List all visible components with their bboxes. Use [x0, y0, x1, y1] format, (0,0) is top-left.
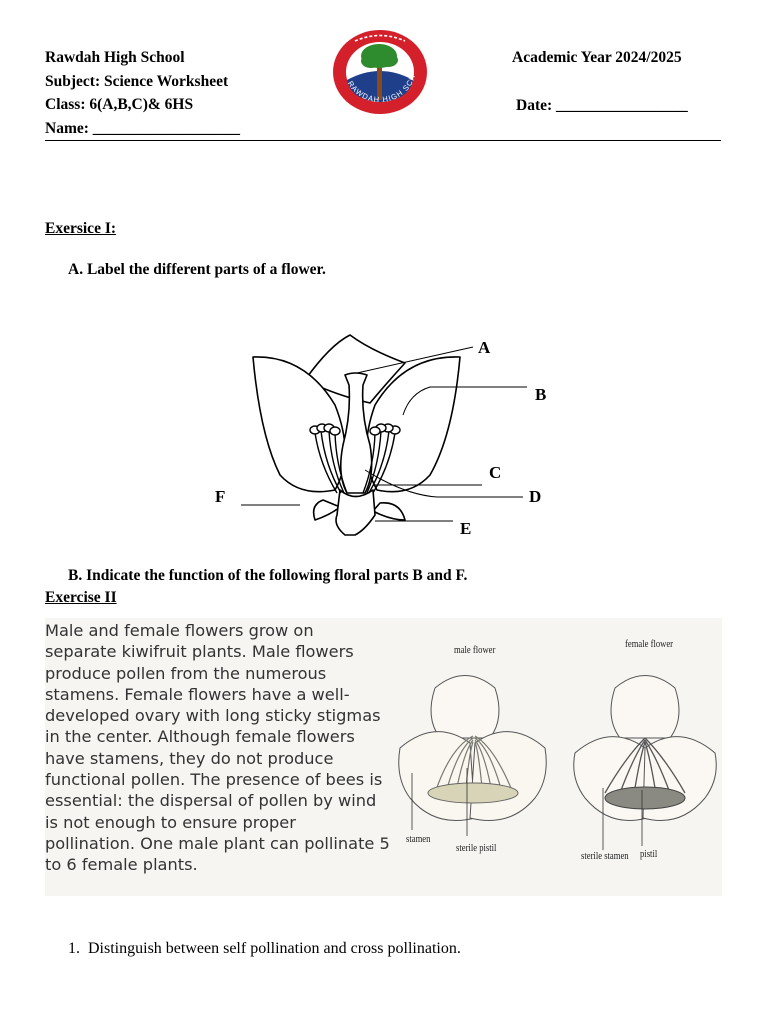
logo-text: RAWDAH HIGH SCH — [345, 72, 418, 105]
question-item — [68, 940, 461, 958]
label-c: C — [489, 463, 502, 482]
label-f: F — [215, 487, 226, 506]
sterile-stamen-label: sterile stamen — [581, 851, 629, 862]
label-b: B — [535, 385, 547, 404]
sterile-pistil-label: sterile pistil — [456, 843, 497, 854]
header-divider — [45, 140, 721, 141]
exercise1-title: Exersice I: — [45, 220, 117, 237]
academic-year: Academic Year 2024/2025 — [512, 49, 682, 66]
text-panel — [45, 618, 395, 896]
exercise2-paragraph: Male and female flowers grow on separate kiwifruit plants. Male flowers produce pollen from the numerous stamens. Female flowers have a well-developed ovary with long sticky stigmas in the center. Although female flowers have stamens, they do not produce functional pollen. The presence of bees is essential: the dispersal of pollen by wind is not enough to ensure proper pollination. One male plant can pollinate 5 to 6 female plants. — [45, 621, 390, 875]
header-left — [45, 46, 240, 140]
exercise1-part-a: A. Label the different parts of a flower. — [68, 261, 326, 278]
name-line: Name: ___________________ — [45, 119, 241, 137]
subject-line: Subject: Science Worksheet — [45, 72, 229, 90]
question-text: Distinguish between self pollination and cross pollination. — [88, 940, 461, 957]
flower-diagram — [205, 325, 565, 545]
male-flower-label: male flower — [454, 645, 496, 656]
school-name: Rawdah High School — [45, 49, 185, 66]
exercise2-title: Exercise II — [45, 589, 117, 606]
question-number: 1. — [68, 940, 88, 957]
kiwi-figure — [395, 618, 722, 896]
date-line: Date: _________________ — [516, 97, 688, 114]
class-line: Class: 6(A,B,C)& 6HS — [45, 96, 194, 113]
label-a: A — [478, 338, 491, 357]
female-flower-label: female flower — [625, 639, 674, 650]
label-e: E — [460, 519, 472, 538]
stamen-label: stamen — [406, 834, 431, 845]
pistil-label: pistil — [640, 849, 658, 860]
label-d: D — [529, 487, 542, 506]
school-logo — [331, 28, 429, 116]
exercise1-part-b: B. Indicate the function of the following floral parts B and F. — [68, 567, 468, 584]
